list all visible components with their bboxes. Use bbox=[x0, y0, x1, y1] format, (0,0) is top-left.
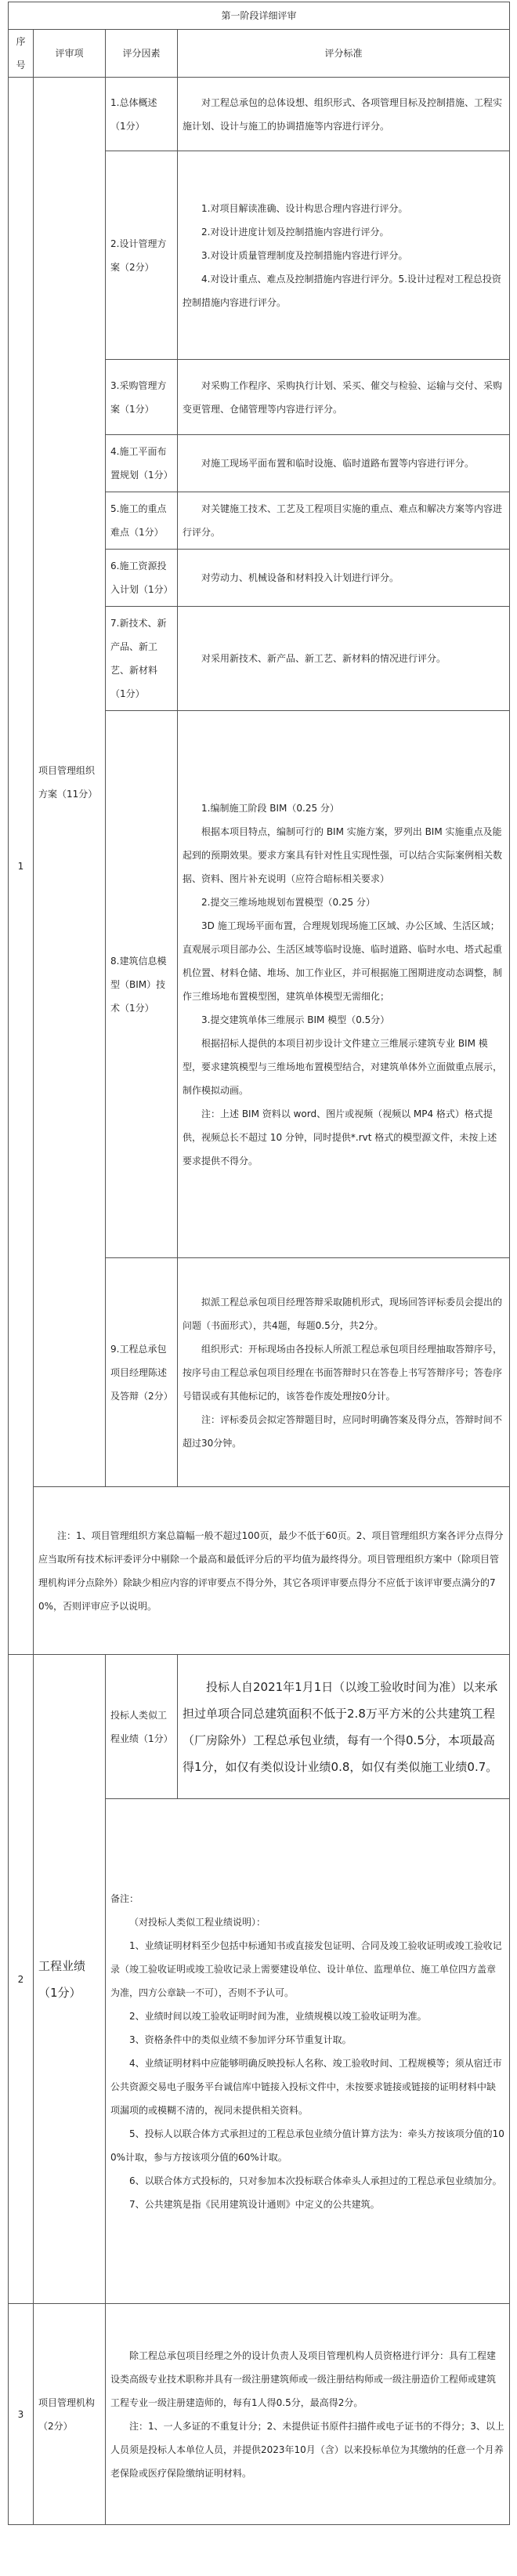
factor-8: 8.建筑信息模型（BIM）技术（1分） bbox=[106, 711, 178, 1258]
section2-note-line: 6、以联合体方式投标的，只对参加本次投标联合体牵头人承担过的工程总承包业绩加分。 bbox=[129, 2175, 502, 2186]
standard-5-line: 对关键施工技术、工艺及工程项目实施的重点、难点和解决方案等内容进行评分。 bbox=[183, 503, 503, 538]
factor-3: 3.采购管理方案（1分） bbox=[106, 360, 178, 435]
factor-9: 9.工程总承包项目经理陈述及答辩（2分） bbox=[106, 1258, 178, 1487]
section3-item: 项目管理机构（2分） bbox=[34, 2304, 106, 2525]
section2-note-line: 7、公共建筑是指《民用建筑设计通则》中定义的公共建筑。 bbox=[129, 2198, 380, 2210]
standard-7-line: 对采用新技术、新产品、新工艺、新材料的情况进行评分。 bbox=[201, 653, 446, 664]
section2-note-line: 5、投标人以联合体方式承担过的工程总承包业绩分值计算方法为：牵头方按该项分值的100%计取，参与方按该项分值的60%计取。 bbox=[110, 2128, 504, 2163]
section3-line: 除工程总承包项目经理之外的设计负责人及项目管理机构人员资格进行评分：具有工程建设类高级专业技术职称并具有一级注册建筑师或一级注册结构师或一级注册造价工程师或建筑工程专业一级注册建造师的，每有1人得0.5分，最高得2分。 bbox=[110, 2349, 497, 2408]
standard-3-line: 对采购工作程序、采购执行计划、采买、催交与检验、运输与交付、采购变更管理、仓储管理等内容进行评分。 bbox=[183, 379, 503, 415]
section3-line: 注：1、一人多证的不重复计分；2、未提供证书原件扫描件或电子证书的不得分；3、以上人员须是投标人本单位人员，并提供2023年10月（含）以来投标单位为其缴纳的任意一个月养老保险或医疗保险缴纳证明材料。 bbox=[110, 2420, 504, 2479]
factor-1: 1.总体概述（1分） bbox=[106, 78, 178, 151]
standard-2-line: 4.对设计重点、难点及控制措施内容进行评分。5.设计过程对工程总投资控制措施内容进行评分。 bbox=[183, 273, 501, 308]
header-standard: 评分标准 bbox=[178, 30, 510, 78]
section2-note-line: （对投标人类似工程业绩说明）： bbox=[129, 1916, 266, 1928]
factor-5: 5.施工的重点难点（1分） bbox=[106, 492, 178, 550]
standard-2-line: 3.对设计质量管理制度及控制措施内容进行评分。 bbox=[201, 249, 408, 261]
standard-1-line: 对工程总承包的总体设想、组织形式、各项管理目标及控制措施、工程实施计划、设计与施工的协调措施等内容进行评分。 bbox=[183, 96, 503, 132]
factor-7: 7.新技术、新产品、新工艺、新材料（1分） bbox=[106, 607, 178, 711]
standard-8-line: 注：上述 BIM 资料以 word、图片或视频（视频以 MP4 格式）格式提供，视频总长不超过 10 分钟，同时提供*.rvt 格式的模型源文件，未按上述要求提供不得分。 bbox=[183, 1108, 497, 1166]
header-seq: 序号 bbox=[9, 30, 34, 78]
section3-seq: 3 bbox=[9, 2304, 34, 2525]
standard-9-line: 注：评标委员会拟定答辩题目时，应同时明确答案及得分点，答辩时间不超过30分钟。 bbox=[183, 1413, 503, 1449]
standard-7 bbox=[178, 607, 510, 711]
standard-4-line: 对施工现场平面布置和临时设施、临时道路布置等内容进行评分。 bbox=[201, 458, 475, 469]
standard-8 bbox=[178, 711, 510, 1258]
section2-note-line: 3、资格条件中的类似业绩不参加评分环节重复计取。 bbox=[129, 2034, 352, 2045]
standard-6-line: 对劳动力、机械设备和材料投入计划进行评分。 bbox=[201, 572, 400, 583]
standard-8-line: 根据本项目特点，编制可行的 BIM 实施方案，罗列出 BIM 实施重点及能起到的预期效果。要求方案具有针对性且实现性强，可以结合实际案例相关数据、资料、图片补充说明（应符合暗标相关要求） bbox=[183, 825, 503, 884]
standard-9-line: 组织形式：开标现场由各投标人所派工程总承包项目经理抽取答辩序号，按序号由工程总承包项目经理在书面答辩时只在答卷上书写答辩序号；答卷序号错误或有其他标记的，该答卷作废处理按0分计。 bbox=[183, 1343, 503, 1402]
section2-notes bbox=[106, 1799, 510, 2304]
section2-note-line: 2、业绩时间以竣工验收证明时间为准，业绩规模以竣工验收证明为准。 bbox=[129, 2010, 427, 2022]
standard-3 bbox=[178, 360, 510, 435]
standard-9 bbox=[178, 1258, 510, 1487]
evaluation-table bbox=[8, 2, 510, 2525]
section3-standard bbox=[106, 2304, 510, 2525]
section1-note-text: 注：1、项目管理组织方案总篇幅一般不超过100页，最少不低于60页。2、项目管理组织方案各评分点得分应当取所有技术标评委评分中剔除一个最高和最低评分后的平均值为最终得分。项目管理组织方案中（除项目管理机构评分点除外）除缺少相应内容的评审要点不得分外，其它各项评审要点得分不应低于该评审要点满分的70%，否则评审应予以说明。 bbox=[38, 1529, 504, 1612]
standard-1 bbox=[178, 78, 510, 151]
section1-item: 项目管理组织方案（11分） bbox=[34, 78, 106, 1487]
section2-standard-text: 投标人自2021年1月1日（以竣工验收时间为准）以来承担过单项合同总建筑面积不低于2.8万平方米的公共建筑工程（厂房除外）工程总承包业绩，每有一个得0.5分，本项最高得1分，如仅有类似设计业绩0.8，如仅有类似施工业绩0.7。 bbox=[183, 1679, 498, 1774]
section2-seq: 2 bbox=[9, 1655, 34, 2304]
standard-2 bbox=[178, 151, 510, 360]
standard-9-line: 拟派工程总承包项目经理答辩采取随机形式，现场回答评标委员会提出的问题（书面形式），共4题，每题0.5分，共2分。 bbox=[183, 1296, 503, 1331]
factor-4: 4.施工平面布置规划（1分） bbox=[106, 435, 178, 492]
standard-8-line: 3D 施工现场平面布置，合理规划现场施工区域、办公区域、生活区域；直观展示项目部办公、生活区域等临时设施、临时道路、临时水电、塔式起重机位置、材料仓储、堆场、加工作业区，并可根据施工图期进度动态调整，制作三维场地布置模型图，建筑单体模型无需细化； bbox=[183, 920, 503, 1002]
standard-6 bbox=[178, 550, 510, 607]
header-factor: 评分因素 bbox=[106, 30, 178, 78]
standard-8-line: 根据招标人提供的本项目初步设计文件建立三维展示建筑专业 BIM 模型，要求建筑模型与三维场地布置模型结合，对建筑单体外立面做重点展示，制作模拟动画。 bbox=[183, 1037, 503, 1096]
section2-standard bbox=[178, 1655, 510, 1799]
standard-8-line: 1.编制施工阶段 BIM（0.25 分） bbox=[201, 802, 339, 814]
section2-factor: 投标人类似工程业绩（1分） bbox=[106, 1655, 178, 1799]
standard-2-line: 1.对项目解读准确、设计构思合理内容进行评分。 bbox=[201, 202, 408, 214]
section2-item: 工程业绩（1分） bbox=[34, 1655, 106, 2304]
standard-8-line: 3.提交建筑单体三维展示 BIM 模型（0.5分） bbox=[201, 1014, 390, 1025]
standard-2-line: 2.对设计进度计划及控制措施内容进行评分。 bbox=[201, 226, 389, 238]
standard-5 bbox=[178, 492, 510, 550]
factor-6: 6.施工资源投入计划（1分） bbox=[106, 550, 178, 607]
header-item: 评审项 bbox=[34, 30, 106, 78]
standard-8-line: 2.提交三维场地规划布置模型（0.25 分） bbox=[201, 896, 375, 908]
section2-note-line: 1、业绩证明材料至少包括中标通知书或直接发包证明、合同及竣工验收证明或竣工验收记录（竣工验收证明或竣工验收记录上需要建设单位、设计单位、监理单位、施工单位四方盖章为准，四方公章缺一不可），否则不予认可。 bbox=[110, 1939, 502, 1998]
section1-note bbox=[34, 1487, 510, 1655]
factor-2: 2.设计管理方案（2分） bbox=[106, 151, 178, 360]
standard-4 bbox=[178, 435, 510, 492]
table-title: 第一阶段详细评审 bbox=[9, 2, 510, 30]
section2-note-line: 4、业绩证明材料中应能够明确反映投标人名称、竣工验收时间、工程规模等；须从宿迁市公共资源交易电子服务平台诚信库中链接入投标文件中，未按要求链接或链接的证明材料中缺项漏项的或模糊不清的，视同未提供相关资料。 bbox=[110, 2057, 502, 2116]
section2-note-line: 备注： bbox=[110, 1892, 139, 1904]
section1-seq: 1 bbox=[9, 78, 34, 1655]
